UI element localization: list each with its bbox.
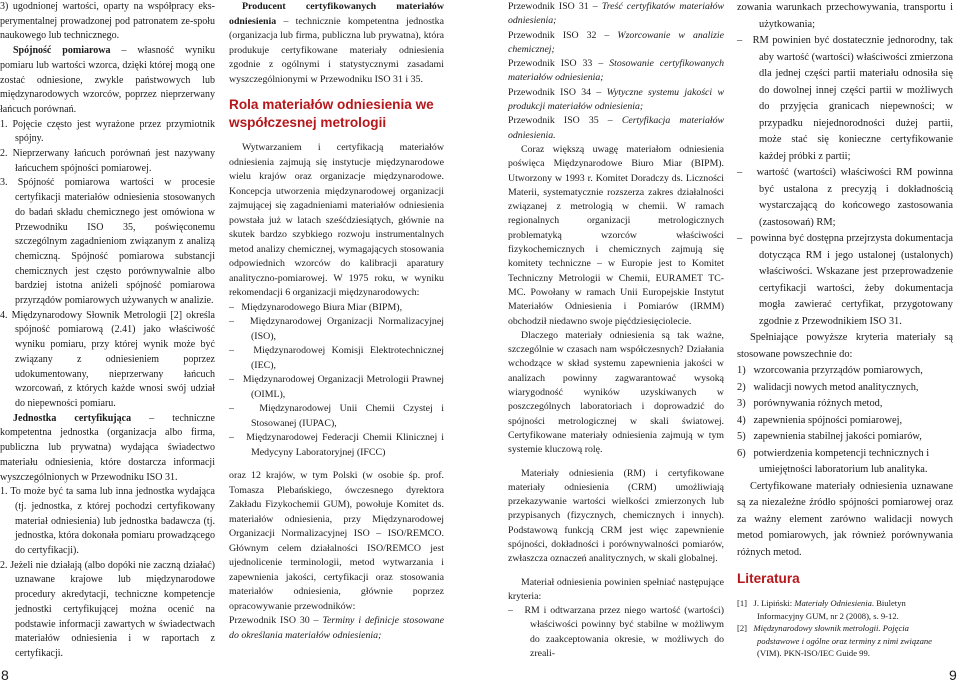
list-item: – Międzynarodowej Federacji Chemii Klinicznej i Medycyny Laboratoryjnej (IFCC) [229, 432, 445, 458]
list-item: – Międzynarodowej Unii Chemii Czystej i Stosowanej (IUPAC), [229, 403, 445, 429]
column-4 [737, 0, 953, 660]
paragraph: oraz 12 krajów, w tym Polski (w osobie śp. prof. Tomasza Plebańskiego, ówczesnego dyrektora Zakładu Fizykochemii GUM), powołuje Komitet ds. materiałów odniesienia, przy Międzynarodowej Organizacji Normalizacyjnej ISO – ISO/REMCO. Głównym celem działalności ISO/REMCO jest ujednolicenie terminologii, metod wytwarzania i zapewnienia jakości, certyfikacji oraz stosowania materiałów odniesienia, głównie poprzez opracowywanie przewodników: [229, 470, 444, 612]
paragraph: Spełniające powyższe kryteria materiały są stosowane powszechnie do: [737, 332, 953, 360]
paragraph: Materiały odniesienia (RM) i certyfikowane materiały odniesienia (CRM) umożliwiają przekazywanie wartości wielkości zmierzonych lub przypisanych (fizycznych, chemicznych i innych). Podstawową funkcją CRM jest więc zapewnienie spójności, dokładności i porównywalności pomiarów, zwłaszcza oznaczeń analitycznych, w skali globalnej. [508, 467, 724, 565]
guide-iso-32: Przewodnik ISO 32 – Wzorcowanie w analizie chemicznej; [508, 29, 724, 55]
column-1 [0, 0, 215, 662]
item-3-continued: 3) ugodnionej wartości, oparty na współpracy eks-perymentalnej prowadzonej pod patronatem ze-społu naukowego lub technicznego. [0, 1, 215, 42]
note-2: 2. Jeżeli nie działają (albo dopóki nie zaczną działać) uznawane krajowe lub międzynarodowe procedury akredytacji, techniczne kompetencje jednostki certyfikującej można ocenić na podstawie informacji zawartych w świadectwach materiałów odniesienia i w raportach z certyfikacji. [0, 559, 215, 659]
definition-producent [229, 0, 444, 87]
column-3 [508, 0, 724, 661]
use-item: 3) porównywania różnych metod, [737, 398, 883, 409]
criteria-item: – RM powinien być dostatecznie jednorodny, tak aby wartość (wartości) właściwości zmierzona dla jednej części partii materiału odnosiła się do dowolnej innej części partii w możliwych do przyjęcia granicach niepewności; w przypadku niejednorodności dużej partii, może stać się konieczne certyfikowanie każdej próbki z partii; [737, 35, 953, 162]
paragraph: Wytwarzaniem i certyfikacją materiałów odniesienia zajmują się instytucje międzynarodowe wielu krajów oraz organizacje międzynarodowe. Koncepcja utworzenia międzynarodowej organizacji zajmującej się zagadnieniami materiałów odniesienia powstała już w latach sześćdziesiątych, głównie na skutek bardzo szybkiego rozwoju instrumentalnych metod analizy chemicznej, wymagających stosowania odpowiednich wzorców do kalibracji aparatury analityczno-pomiarowej. W 1975 roku, w wyniku rekomendacji 6 organizacji międzynarodowych: [229, 142, 444, 298]
criteria-continued: zowania warunkach przechowywania, transportu i użytkowania; [737, 2, 953, 30]
definition-spojnosc [0, 44, 215, 118]
list-item: – Międzynarodowej Komisji Elektrotechnicznej (IEC), [229, 345, 444, 371]
paragraph: Certyfikowane materiały odniesienia uznawane są za niezależne źródło spójności pomiarowej oraz za ważny element zarówno walidacji nowych metod pomiarowych, jak również porównywania różnych metod. [737, 480, 953, 558]
use-item: 4) zapewnienia spójności pomiarowej, [737, 414, 903, 426]
criteria-item: – powinna być dostępna przejrzysta dokumentacja dotycząca RM i jego ustalonej (ustalonych) właściwości. Wskazane jest przeprowadzenie certyfikacji wartości, żeby dokumentacja mogła zawierać certyfikat, przygotowany zgodnie z Przewodnikiem ISO 31. [737, 233, 953, 327]
use-item: 1) wzorcowania przyrządów pomiarowych, [737, 365, 923, 376]
note-3: 3. Spójność pomiarowa wartości w procesie certyfikacji materiałów odniesienia stosowanych do badań składu chemicznego jest omówiona w Przewodniku ISO 35, poświęconemu szczególnym zagadnieniom związanym z analizą chemiczną. Spójność pomiarowa substancji chemicznych jest często porównywalnie albo bardziej istotna aniżeli spójność pomiarowa przyrządów pomiarowych używanych w analizie. [0, 177, 215, 307]
use-item: 2) walidacji nowych metod analitycznych, [737, 381, 919, 393]
note-4: 4. Międzynarodowy Słownik Metrologii [2] określa spójność pomiarową (2.41) jako właściwość wyniku pomiaru, przy której wynik może być związany z odniesieniem poprzez udokumentowany, nieprzerwany łańcuch wzorcowań, z których każde wnosi swój udział do niepewności pomiaru. [0, 309, 215, 409]
use-item: 5) zapewnienia stabilnej jakości pomiarów, [737, 431, 922, 442]
page-number-left: 8 [1, 667, 9, 683]
guide-iso-33: Przewodnik ISO 33 – Stosowanie certyfikowanych materiałów odniesienia; [508, 58, 725, 84]
criteria-item: – RM i odtwarzana przez niego wartość (wartości) właściwości powinny być stabilne w możliwym do zaakceptowania okresie, w możliwych do zreali- [508, 605, 724, 660]
definition-jednostka [0, 412, 215, 486]
definition-text: – własność wyniku pomiaru lub wartości wzorca, dzięki której mogą one zostać odniesione, zwykle państwowych lub międzynarodowych wzorców, poprzez nieprzerwany łańcuch porównań. [0, 45, 215, 115]
list-item: – Międzynarodowego Biura Miar (BIPM), [229, 301, 403, 313]
guide-iso-31: Przewodnik ISO 31 – Treść certyfikatów materiałów odniesienia; [508, 1, 724, 27]
criteria-item: – wartość (wartości) właściwości RM powinna być ustalona z precyzją i dokładnością wystarczającą do końcowego zastosowania (zastosowań) RM; [737, 167, 953, 228]
list-item: – Międzynarodowej Organizacji Metrologii Prawnej (OIML), [229, 374, 445, 400]
definition-text: – techniczne kompetentna jednostka (organizacja albo firma, publiczna lub prywatna) wydająca świadectwo materiału odniesienia, które dostarcza informacji wyszczególnionych w Przewodniku ISO 31. [0, 412, 215, 483]
paragraph: Materiał odniesienia powinien spełniać następujące kryteria: [508, 576, 724, 602]
list-item: – Międzynarodowej Organizacji Normalizacyjnej (ISO), [229, 316, 444, 342]
note-1: 1. To może być ta sama lub inna jednostka wydająca (tj. jednostka, z której pochodzi certyfikowany materiał odniesienia) lub jednostka badawcza (tj. jednostka, która dokonała pomiaru prowadzącego do certyfikacji). [0, 486, 215, 557]
reference-item: [1] J. Lipiński: Materiały Odniesienia. Biuletyn Informacyjny GUM, nr 2 (2008), s. 9-12. [737, 598, 906, 621]
guide-iso-34: Przewodnik ISO 34 – Wytyczne systemu jakości w produkcji materiałów odniesienia; [508, 86, 724, 113]
term-jednostka: Jednostka certyfikująca [13, 412, 132, 424]
paragraph: Dlaczego materiały odniesienia są tak ważne, szczególnie w czasach nam współczesnych? Działania wchodzące w skład systemu zapewnienia jakości w analizach powinny zagwarantować wysoką wiarygodność wyników uzyskiwanych w poszczególnych laboratoriach i doprowadzić do spójności metrologicznej w skali światowej. Certyfikowane materiały odniesienia zajmują w tym systemie kluczową rolę. [508, 329, 724, 456]
note-2: 2. Nieprzerwany łańcuch porównań jest nazywany łańcuchem spójności pomiarowej. [0, 148, 215, 174]
guide-iso-35: Przewodnik ISO 35 – Certyfikacja materiałów odniesienia. [508, 115, 724, 141]
paragraph: Coraz większą uwagę materiałom odniesienia poświęca Międzynarodowe Biuro Miar (BIPM). Utworzony w 1993 r. Komitet Doradczy ds. Liczności Materii, systematycznie rozszerza zakres działalności związanej z metrologią w chemii. W ramach regionalnych organizacji metrologicznych problematyką wzorców właściwości fizykochemicznych i chemicznych zajmują się komitety techniczne – w Europie jest to Komitet Techniczny Metrologii w Chemii, EURAMET TC-MC. Powołany w ramach Unii Europejskie Instytut Materiałów Odniesienia i Pomiarów (IRMM) obchodził niedawno swoje pięćdziesięciolecie. [508, 143, 724, 327]
page-number-right: 9 [949, 667, 957, 683]
term-producent: Producent certyfikowanych materiałów odniesienia [229, 1, 444, 27]
section-heading: Rola materiałów odniesienia we współczesnej metrologii [229, 97, 434, 130]
guide-iso-30: Przewodnik ISO 30 – Terminy i definicje stosowane do określania materiałów odniesienia; [229, 615, 444, 641]
literature-heading: Literatura [737, 571, 800, 586]
reference-item: [2] Międzynarodowy słownik metrologii. Pojęcia podstawowe i ogólne oraz terminy z nimi związane (VIM). PKN-ISO/IEC Guide 99. [737, 623, 932, 659]
use-item: 6) potwierdzenia kompetencji technicznych i umiejętności laboratorium lub analityka. [737, 447, 930, 475]
column-2 [229, 0, 444, 643]
term-spojnosc: Spójność pomiarowa [13, 45, 111, 57]
note-1: 1. Pojęcie często jest wyrażone przez przymiotnik spójny. [0, 118, 215, 145]
definition-text: – technicznie kompetentna jednostka (organizacja lub firma, publiczna lub prywatna), która produkuje certyfikowane materiały odniesienia zgodnie z ogólnymi i statystycznymi zasadami wyszczególnionymi w Przewodniku ISO 31 i 35. [229, 15, 444, 85]
